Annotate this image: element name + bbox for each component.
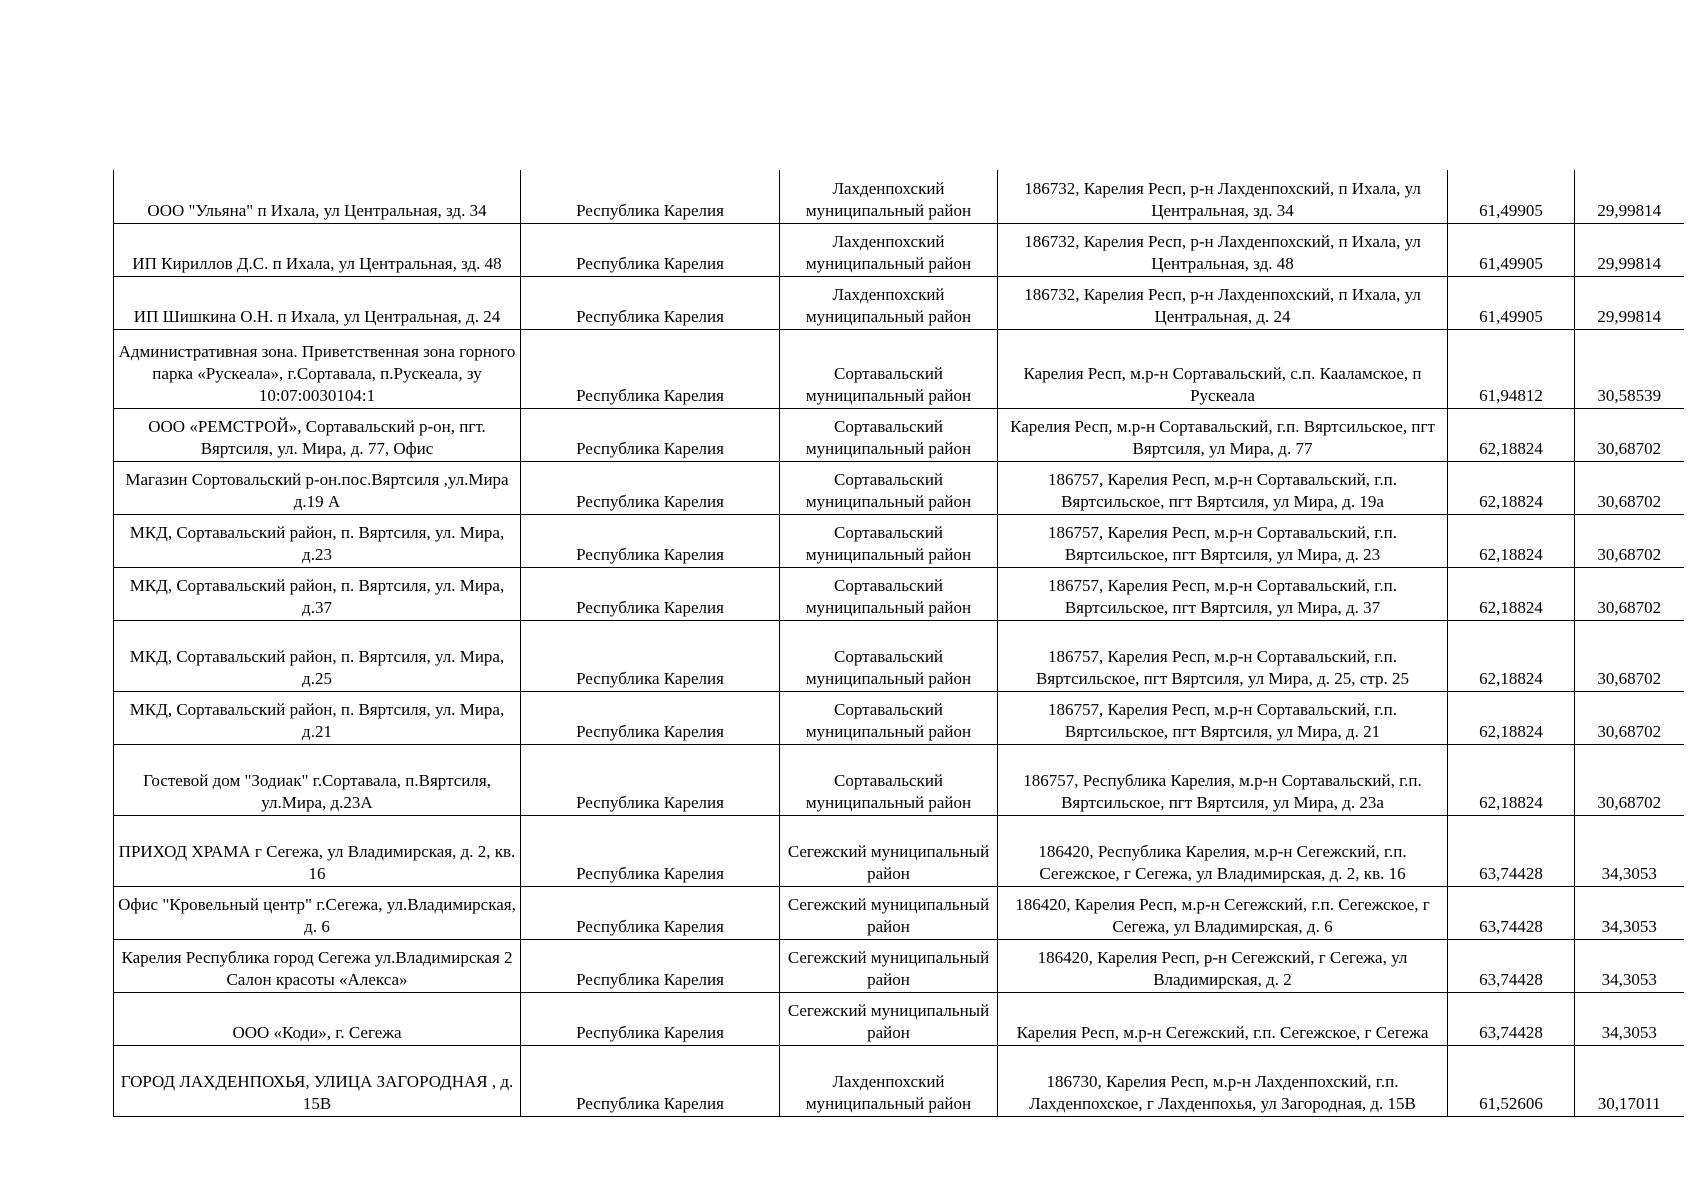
cell-district: Сегежский муниципальный район: [780, 939, 998, 992]
cell-address: 186757, Республика Карелия, м.р-н Сортавальский, г.п. Вяртсильское, пгт Вяртсиля, ул Мира, д. 23а: [998, 744, 1448, 815]
cell-district: Сортавальский муниципальный район: [780, 461, 998, 514]
cell-region: Республика Карелия: [521, 939, 780, 992]
cell-district: Лахденпохский муниципальный район: [780, 170, 998, 223]
cell-region: Республика Карелия: [521, 514, 780, 567]
cell-longitude: 34,3053: [1575, 815, 1684, 886]
table-body: [114, 170, 1684, 1116]
cell-latitude: 62,18824: [1448, 408, 1575, 461]
cell-region: Республика Карелия: [521, 567, 780, 620]
table-row: [114, 815, 1684, 886]
cell-longitude: 29,99814: [1575, 276, 1684, 329]
cell-address: 186757, Карелия Респ, м.р-н Сортавальский, г.п. Вяртсильское, пгт Вяртсиля, ул Мира, д. 23: [998, 514, 1448, 567]
cell-longitude: 30,68702: [1575, 461, 1684, 514]
cell-name: ИП Шишкина О.Н. п Ихала, ул Центральная, д. 24: [114, 276, 521, 329]
cell-latitude: 62,18824: [1448, 514, 1575, 567]
cell-address: 186757, Карелия Респ, м.р-н Сортавальский, г.п. Вяртсильское, пгт Вяртсиля, ул Мира, д. 19а: [998, 461, 1448, 514]
cell-district: Лахденпохский муниципальный район: [780, 276, 998, 329]
cell-latitude: 61,94812: [1448, 329, 1575, 408]
cell-latitude: 63,74428: [1448, 992, 1575, 1045]
cell-region: Республика Карелия: [521, 744, 780, 815]
cell-name: Офис "Кровельный центр" г.Сегежа, ул.Владимирская, д. 6: [114, 886, 521, 939]
cell-longitude: 30,68702: [1575, 744, 1684, 815]
table-row: [114, 886, 1684, 939]
cell-address: 186732, Карелия Респ, р-н Лахденпохский, п Ихала, ул Центральная, зд. 34: [998, 170, 1448, 223]
cell-longitude: 30,68702: [1575, 567, 1684, 620]
cell-longitude: 34,3053: [1575, 886, 1684, 939]
cell-name: ПРИХОД ХРАМА г Сегежа, ул Владимирская, д. 2, кв. 16: [114, 815, 521, 886]
data-table: [113, 170, 1684, 1117]
table-row: [114, 620, 1684, 691]
cell-address: Карелия Респ, м.р-н Сортавальский, с.п. Кааламское, п Рускеала: [998, 329, 1448, 408]
table-row: [114, 170, 1684, 223]
cell-district: Сортавальский муниципальный район: [780, 567, 998, 620]
cell-longitude: 29,99814: [1575, 170, 1684, 223]
cell-name: ООО "Ульяна" п Ихала, ул Центральная, зд. 34: [114, 170, 521, 223]
cell-district: Сортавальский муниципальный район: [780, 691, 998, 744]
cell-district: Сегежский муниципальный район: [780, 886, 998, 939]
cell-address: 186420, Республика Карелия, м.р-н Сегежский, г.п. Сегежское, г Сегежа, ул Владимирская, д. 2, кв. 16: [998, 815, 1448, 886]
table-row: [114, 408, 1684, 461]
cell-latitude: 62,18824: [1448, 620, 1575, 691]
cell-longitude: 30,68702: [1575, 514, 1684, 567]
cell-address: 186420, Карелия Респ, м.р-н Сегежский, г.п. Сегежское, г Сегежа, ул Владимирская, д. 6: [998, 886, 1448, 939]
cell-address: Карелия Респ, м.р-н Сортавальский, г.п. Вяртсильское, пгт Вяртсиля, ул Мира, д. 77: [998, 408, 1448, 461]
table-row: [114, 276, 1684, 329]
table-row: [114, 461, 1684, 514]
table-row: [114, 567, 1684, 620]
cell-name: Гостевой дом "Зодиак" г.Сортавала, п.Вяртсиля, ул.Мира, д.23А: [114, 744, 521, 815]
cell-district: Лахденпохский муниципальный район: [780, 1045, 998, 1116]
cell-district: Сортавальский муниципальный район: [780, 620, 998, 691]
cell-latitude: 62,18824: [1448, 691, 1575, 744]
cell-name: Карелия Республика город Сегежа ул.Владимирская 2 Салон красоты «Алекса»: [114, 939, 521, 992]
cell-latitude: 63,74428: [1448, 815, 1575, 886]
cell-latitude: 62,18824: [1448, 744, 1575, 815]
cell-district: Сортавальский муниципальный район: [780, 744, 998, 815]
table-row: [114, 939, 1684, 992]
cell-longitude: 30,68702: [1575, 620, 1684, 691]
cell-name: ГОРОД ЛАХДЕНПОХЬЯ, УЛИЦА ЗАГОРОДНАЯ , д. 15В: [114, 1045, 521, 1116]
cell-latitude: 63,74428: [1448, 886, 1575, 939]
cell-longitude: 30,68702: [1575, 408, 1684, 461]
cell-address: 186732, Карелия Респ, р-н Лахденпохский, п Ихала, ул Центральная, д. 24: [998, 276, 1448, 329]
cell-region: Республика Карелия: [521, 223, 780, 276]
table-row: [114, 992, 1684, 1045]
table-row: [114, 744, 1684, 815]
cell-region: Республика Карелия: [521, 815, 780, 886]
table-row: [114, 514, 1684, 567]
cell-address: 186420, Карелия Респ, р-н Сегежский, г Сегежа, ул Владимирская, д. 2: [998, 939, 1448, 992]
cell-longitude: 29,99814: [1575, 223, 1684, 276]
cell-name: ИП Кириллов Д.С. п Ихала, ул Центральная, зд. 48: [114, 223, 521, 276]
cell-latitude: 63,74428: [1448, 939, 1575, 992]
cell-district: Сортавальский муниципальный район: [780, 329, 998, 408]
cell-longitude: 34,3053: [1575, 939, 1684, 992]
table-row: [114, 223, 1684, 276]
cell-latitude: 62,18824: [1448, 461, 1575, 514]
cell-latitude: 61,52606: [1448, 1045, 1575, 1116]
cell-name: Магазин Сортовальский р-он.пос.Вяртсиля ,ул.Мира д.19 А: [114, 461, 521, 514]
cell-address: 186757, Карелия Респ, м.р-н Сортавальский, г.п. Вяртсильское, пгт Вяртсиля, ул Мира, д. 25, стр. 25: [998, 620, 1448, 691]
cell-district: Сегежский муниципальный район: [780, 992, 998, 1045]
cell-district: Лахденпохский муниципальный район: [780, 223, 998, 276]
cell-address: 186757, Карелия Респ, м.р-н Сортавальский, г.п. Вяртсильское, пгт Вяртсиля, ул Мира, д. 37: [998, 567, 1448, 620]
cell-name: ООО «Коди», г. Сегежа: [114, 992, 521, 1045]
cell-region: Республика Карелия: [521, 992, 780, 1045]
cell-region: Республика Карелия: [521, 1045, 780, 1116]
cell-region: Республика Карелия: [521, 170, 780, 223]
cell-region: Республика Карелия: [521, 276, 780, 329]
cell-latitude: 61,49905: [1448, 170, 1575, 223]
cell-name: Административная зона. Приветственная зона горного парка «Рускеала», г.Сортавала, п.Рускеала, зу 10:07:0030104:1: [114, 329, 521, 408]
cell-address: 186730, Карелия Респ, м.р-н Лахденпохский, г.п. Лахденпохское, г Лахденпохья, ул Загородная, д. 15В: [998, 1045, 1448, 1116]
cell-region: Республика Карелия: [521, 620, 780, 691]
cell-district: Сортавальский муниципальный район: [780, 514, 998, 567]
cell-name: ООО «РЕМСТРОЙ», Сортавальский р-он, пгт. Вяртсиля, ул. Мира, д. 77, Офис: [114, 408, 521, 461]
cell-latitude: 61,49905: [1448, 223, 1575, 276]
cell-name: МКД, Сортавальский район, п. Вяртсиля, ул. Мира, д.25: [114, 620, 521, 691]
cell-name: МКД, Сортавальский район, п. Вяртсиля, ул. Мира, д.21: [114, 691, 521, 744]
cell-address: 186757, Карелия Респ, м.р-н Сортавальский, г.п. Вяртсильское, пгт Вяртсиля, ул Мира, д. 21: [998, 691, 1448, 744]
cell-address: Карелия Респ, м.р-н Сегежский, г.п. Сегежское, г Сегежа: [998, 992, 1448, 1045]
table-row: [114, 329, 1684, 408]
cell-latitude: 61,49905: [1448, 276, 1575, 329]
cell-longitude: 30,68702: [1575, 691, 1684, 744]
cell-name: МКД, Сортавальский район, п. Вяртсиля, ул. Мира, д.37: [114, 567, 521, 620]
cell-region: Республика Карелия: [521, 329, 780, 408]
cell-region: Республика Карелия: [521, 408, 780, 461]
table-row: [114, 691, 1684, 744]
cell-longitude: 34,3053: [1575, 992, 1684, 1045]
cell-district: Сортавальский муниципальный район: [780, 408, 998, 461]
cell-name: МКД, Сортавальский район, п. Вяртсиля, ул. Мира, д.23: [114, 514, 521, 567]
table-row: [114, 1045, 1684, 1116]
cell-region: Республика Карелия: [521, 886, 780, 939]
cell-region: Республика Карелия: [521, 461, 780, 514]
cell-latitude: 62,18824: [1448, 567, 1575, 620]
cell-region: Республика Карелия: [521, 691, 780, 744]
cell-longitude: 30,17011: [1575, 1045, 1684, 1116]
cell-longitude: 30,58539: [1575, 329, 1684, 408]
cell-address: 186732, Карелия Респ, р-н Лахденпохский, п Ихала, ул Центральная, зд. 48: [998, 223, 1448, 276]
cell-district: Сегежский муниципальный район: [780, 815, 998, 886]
